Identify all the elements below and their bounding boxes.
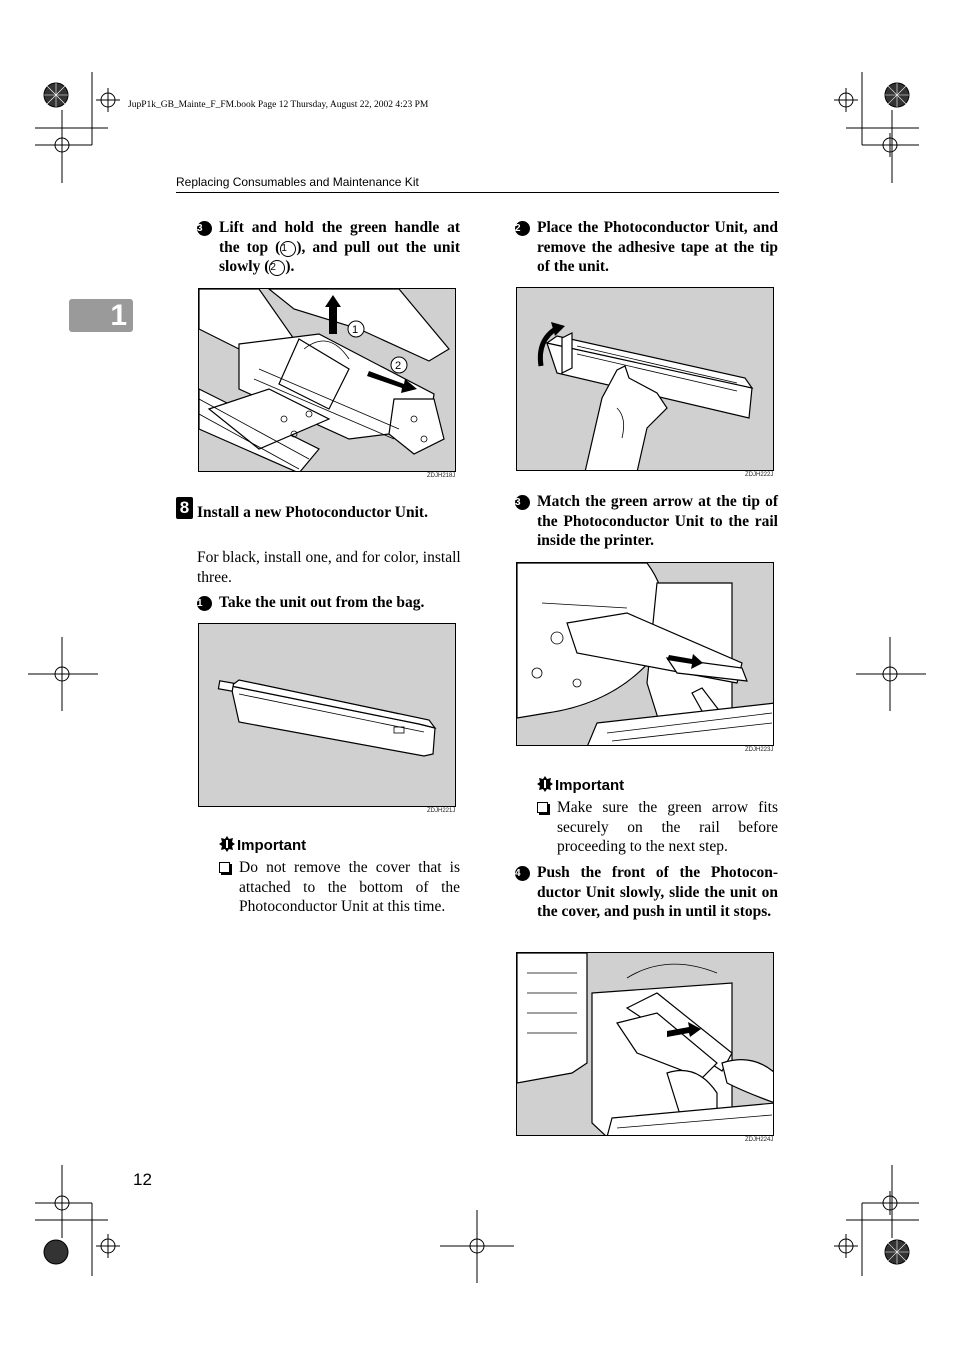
- running-head: Replacing Consumables and Maintenance Kit: [176, 175, 419, 189]
- chapter-tab: 1: [69, 299, 133, 332]
- step-text: Place the Photoconductor Unit, and remove the adhesive tape at the tip of the unit.: [537, 219, 778, 275]
- step-number-disc: 3: [197, 221, 212, 236]
- left-substep-3: [197, 218, 460, 277]
- running-head-rule: [176, 192, 779, 193]
- figure-photoconductor-unit: [198, 623, 456, 807]
- important-item-right: Make sure the green arrow fits securely on the rail before proceeding to the next step.: [537, 798, 778, 857]
- illustration-printer-unit-removal: [199, 289, 456, 472]
- page-number: 12: [133, 1170, 152, 1189]
- step-text: Lift and hold the green handle at the top (: [219, 219, 460, 256]
- callout-1: 1: [280, 241, 296, 257]
- callout-2: 2: [269, 260, 285, 276]
- figure-pull-out-unit: [198, 288, 456, 472]
- step-text: ), and pull out the unit slowly (: [219, 238, 460, 275]
- important-icon: [537, 776, 553, 792]
- step-8-badge: 8: [176, 497, 193, 519]
- figure-match-arrow: [516, 562, 774, 746]
- step-number-disc: 1: [197, 596, 212, 611]
- figure-code: ZDJH221J: [427, 808, 456, 814]
- figure-callout-1: 1: [352, 324, 359, 336]
- step-8-description: For black, install one, and for color, install three.: [197, 549, 461, 586]
- figure-code: ZDJH224J: [745, 1137, 774, 1143]
- right-substep-4: [515, 863, 778, 922]
- figure-callout-2: 2: [395, 360, 402, 372]
- important-heading-left: Important: [219, 836, 306, 854]
- left-substep-1: [197, 593, 462, 613]
- illustration-push-unit-in: [517, 953, 774, 1136]
- step-text: ).: [285, 258, 295, 275]
- figure-remove-tape: [516, 287, 774, 471]
- step-text: Take the unit out from the bag.: [219, 594, 425, 611]
- figure-code: ZDJH218J: [427, 473, 456, 479]
- illustration-hand-removing-tape: [517, 288, 774, 471]
- step-8-title: Install a new Photoconductor Unit.: [197, 504, 428, 521]
- right-substep-3: [515, 492, 778, 551]
- important-icon: [219, 836, 235, 852]
- file-meta: JupP1k_GB_Mainte_F_FM.book Page 12 Thursday, August 22, 2002 4:23 PM: [128, 100, 429, 110]
- figure-code: ZDJH223J: [745, 747, 774, 753]
- step-text: Match the green arrow at the tip of the Photoconductor Unit to the rail inside the printer.: [537, 493, 778, 549]
- right-substep-2: [515, 218, 778, 277]
- figure-code: ZDJH222J: [745, 472, 774, 478]
- checkbox-bullet: [537, 802, 548, 813]
- important-heading-right: Important: [537, 776, 624, 794]
- figure-push-unit: [516, 952, 774, 1136]
- important-item-left: Do not remove the cover that is attached to the bottom of the Photoconductor Unit at this time.: [219, 858, 460, 917]
- illustration-photoconductor-unit: [199, 624, 456, 807]
- step-number-disc: 4: [515, 866, 530, 881]
- step-number-disc: 2: [515, 221, 530, 236]
- step-text: Push the front of the Photocon-ductor Unit slowly, slide the unit on the cover, and push in until it stops.: [537, 864, 778, 920]
- illustration-match-arrow-rail: [517, 563, 774, 746]
- checkbox-bullet: [219, 862, 230, 873]
- step-number-disc: 3: [515, 495, 530, 510]
